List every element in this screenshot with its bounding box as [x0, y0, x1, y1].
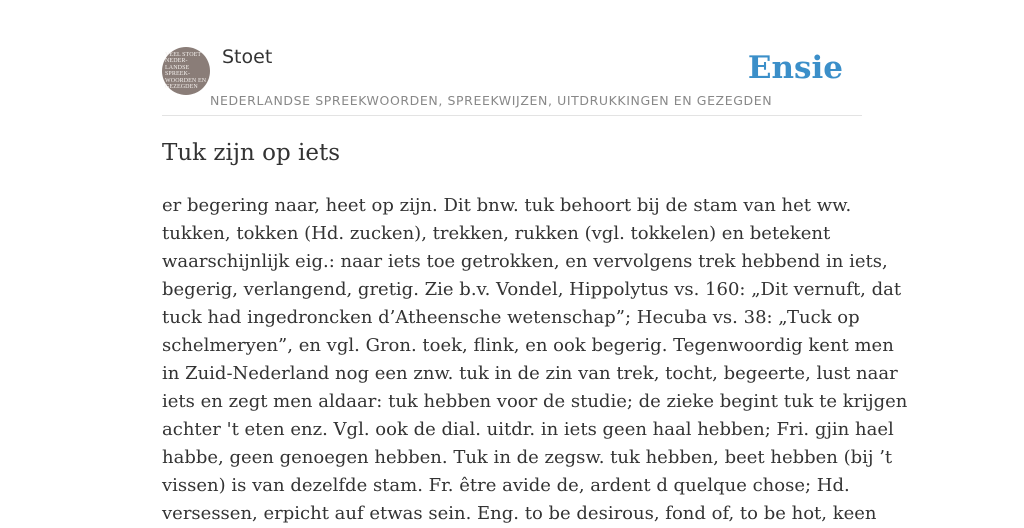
body-line: schelmeryen”, en vgl. Gron. toek, flink, en ook begerig. Tegenwoordig kent men — [162, 335, 894, 356]
avatar-logo-text: VEEL STOET NEDER- LANDSE SPREEK- WOORDEN EN GEZEGDEN — [165, 52, 207, 91]
header — [162, 46, 862, 116]
body-line: achter 't eten enz. Vgl. ook de dial. uitdr. in iets geen haal hebben; Fri. gjin hael — [162, 419, 894, 440]
body-line: vissen) is van dezelfde stam. Fr. être avide de, ardent d quelque chose; Hd. — [162, 475, 850, 496]
article-body — [162, 192, 908, 528]
source-subtitle: NEDERLANDSE SPREEKWOORDEN, SPREEKWIJZEN, UITDRUKKINGEN EN GEZEGDEN — [210, 93, 773, 108]
page-title: Tuk zijn op iets — [162, 140, 341, 166]
body-line: versessen, erpicht auf etwas sein. Eng. to be desirous, fond of, to be hot, keen — [162, 503, 877, 524]
body-line: in Zuid-Nederland nog een znw. tuk in de zin van trek, tocht, begeerte, lust naar — [162, 363, 898, 384]
body-line: tukken, tokken (Hd. zucken), trekken, rukken (vgl. tokkelen) en betekent — [162, 223, 831, 244]
body-line: habbe, geen genoegen hebben. Tuk in de zegsw. tuk hebben, beet hebben (bij ’t — [162, 447, 893, 468]
body-line: begerig, verlangend, gretig. Zie b.v. Vondel, Hippolytus vs. 160: „Dit vernuft, dat — [162, 279, 902, 300]
body-line: iets en zegt men aldaar: tuk hebben voor de studie; de zieke begint tuk te krijgen — [162, 391, 908, 412]
author-name[interactable]: Stoet — [222, 46, 273, 68]
brand-logo[interactable]: Ensie — [747, 50, 843, 86]
body-line: waarschijnlijk eig.: naar iets toe getrokken, en vervolgens trek hebbend in iets, — [162, 251, 888, 272]
body-line: tuck had ingedroncken d’Atheensche wetenschap”; Hecuba vs. 38: „Tuck op — [162, 307, 860, 328]
header-divider — [162, 115, 862, 116]
avatar[interactable] — [162, 47, 210, 95]
body-line: er begering naar, heet op zijn. Dit bnw. tuk behoort bij de stam van het ww. — [162, 195, 852, 216]
